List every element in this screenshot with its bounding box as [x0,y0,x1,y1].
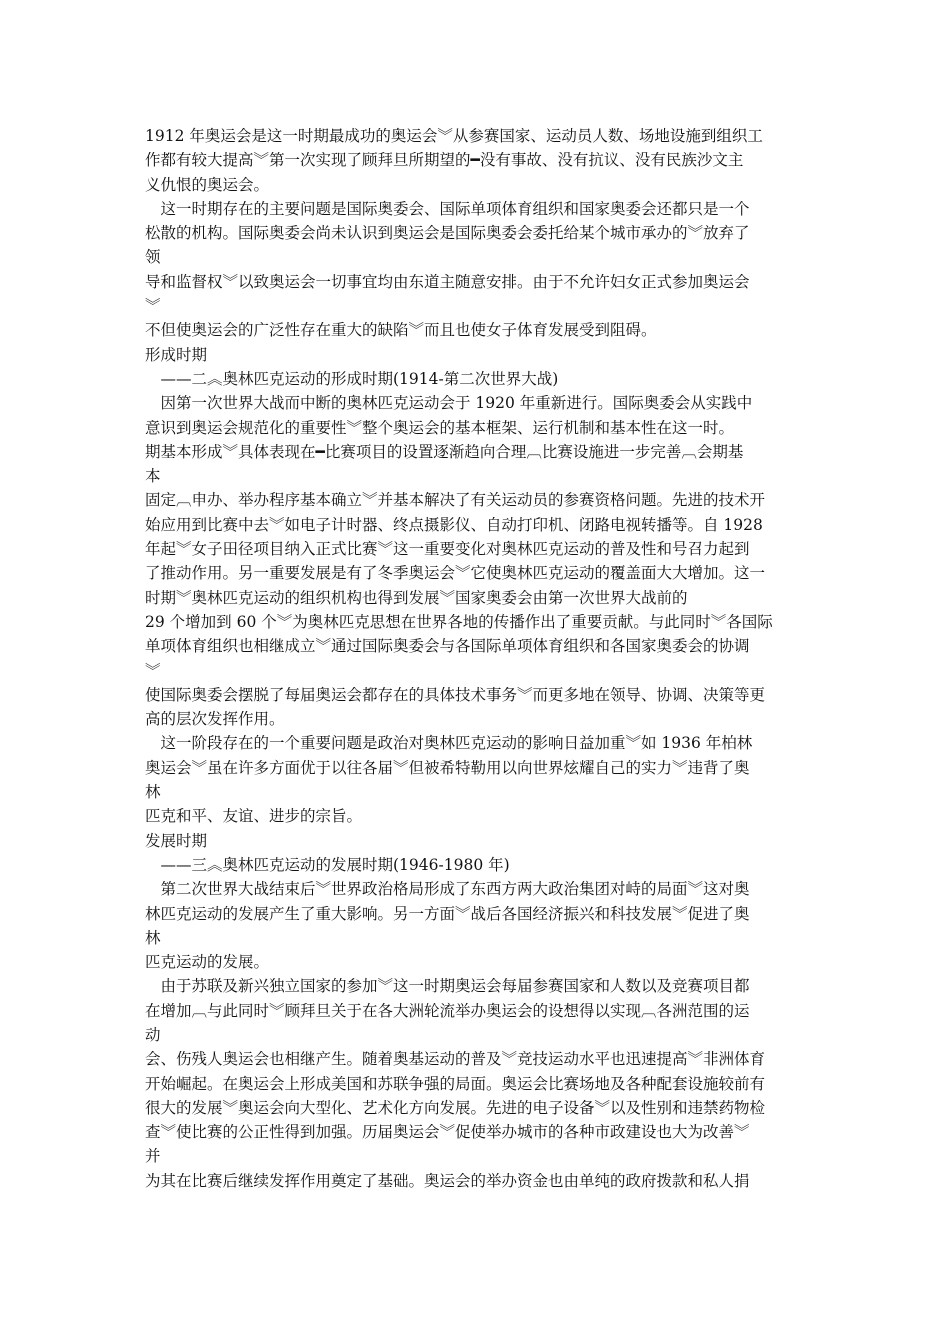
text-line: 这一时期存在的主要问题是国际奥委会、国际单项体育组织和国家奥委会还都只是一个 [145,199,750,218]
text-line: ︾ [145,661,161,680]
text-line: 作都有较大提高︾第一次实现了顾拜旦所期望的━没有事故、没有抗议、没有民族沙文主 [145,151,744,170]
text-line: 由于苏联及新兴独立国家的参加︾这一时期奥运会每届参赛国家和人数以及竞赛项目都 [145,977,750,996]
text-line: 期基本形成︾具体表现在━比赛项目的设置逐渐趋向合理︹比赛设施进一步完善︹会期基 [145,442,744,461]
section-heading: 形成时期 [145,345,208,364]
text-line: 林 [145,783,161,802]
text-line: ︾ [145,297,161,316]
text-line: 导和监督权︾以致奥运会一切事宜均由东道主随意安排。由于不允许妇女正式参加奥运会 [145,272,750,291]
text-line: 匹克和平、友谊、进步的宗旨。 [145,807,363,826]
text-line: 时期︾奥林匹克运动的组织机构也得到发展︾国家奥委会由第一次世界大战前的 [145,588,688,607]
text-line: 不但使奥运会的广泛性存在重大的缺陷︾而且也使女子体育发展受到阻碍。 [145,321,657,340]
text-line: 为其在比赛后继续发挥作用奠定了基础。奥运会的举办资金也由单纯的政府拨款和私人捐 [145,1171,750,1190]
text-line: 1912 年奥运会是这一时期最成功的奥运会︾从参赛国家、运动员人数、场地设施到组织工 [145,127,763,145]
text-line: 第二次世界大战结束后︾世界政治格局形成了东西方两大政治集团对峙的局面︾这对奥 [145,880,750,899]
text-line: 单项体育组织也相继成立︾通过国际奥委会与各国际单项体育组织和各国家奥委会的协调 [145,637,750,656]
text-line: 因第一次世界大战而中断的奥林匹克运动会于 1920 年重新进行。国际奥委会从实践中 [145,394,753,413]
text-line: 查︾使比赛的公正性得到加强。历届奥运会︾促使举办城市的各种市政建设也大为改善︾ [145,1123,750,1142]
text-line: 动 [145,1025,161,1044]
text-line: 并 [145,1147,161,1166]
text-line: 意识到奥运会规范化的重要性︾整个奥运会的基本框架、运行机制和基本性在这一时。 [145,418,735,437]
text-line: 义仇恨的奥运会。 [145,175,270,194]
text-line: 林 [145,928,161,947]
text-line: 林匹克运动的发展产生了重大影响。另一方面︾战后各国经济振兴和科技发展︾促进了奥 [145,904,750,923]
text-line: 使国际奥委会摆脱了每届奥运会都存在的具体技术事务︾而更多地在领导、协调、决策等更 [145,685,766,704]
text-line: 始应用到比赛中去︾如电子计时器、终点摄影仪、自动打印机、闭路电视转播等。自 1928 [145,515,763,534]
text-line: 松散的机构。国际奥委会尚未认识到奥运会是国际奥委会委托给某个城市承办的︾放弃了 [145,224,750,243]
section-subheading: ——三︽奥林匹克运动的发展时期(1946-1980 年) [145,855,510,874]
text-line: 本 [145,467,161,486]
text-line: 年起︾女子田径项目纳入正式比赛︾这一重要变化对奥林匹克运动的普及性和号召力起到 [145,540,750,559]
text-line: 在增加︹与此同时︾顾拜旦关于在各大洲轮流举办奥运会的设想得以实现︹各洲范围的运 [145,1001,750,1020]
text-line: 高的层次发挥作用。 [145,710,285,729]
text-line: 很大的发展︾奥运会向大型化、艺术化方向发展。先进的电子设备︾以及性别和违禁药物检 [145,1098,766,1117]
text-line: 奥运会︾虽在许多方面优于以往各届︾但被希特勒用以向世界炫耀自己的实力︾违背了奥 [145,758,750,777]
text-line: 这一阶段存在的一个重要问题是政治对奥林匹克运动的影响日益加重︾如 1936 年柏林 [145,734,753,753]
document-body [145,124,810,1193]
text-line: 29 个增加到 60 个︾为奥林匹克思想在世界各地的传播作出了重要贡献。与此同时︾各国际 [145,612,773,631]
text-line: 领 [145,248,161,267]
section-heading: 发展时期 [145,831,208,850]
section-subheading: ——二︽奥林匹克运动的形成时期(1914-第二次世界大战) [145,369,559,388]
text-line: 匹克运动的发展。 [145,953,270,972]
text-line: 开始崛起。在奥运会上形成美国和苏联争强的局面。奥运会比赛场地及各种配套设施较前有 [145,1074,766,1093]
text-line: 会、伤残人奥运会也相继产生。随着奥基运动的普及︾竞技运动水平也迅速提高︾非洲体育 [145,1050,766,1069]
text-line: 固定︹申办、举办程序基本确立︾并基本解决了有关运动员的参赛资格问题。先进的技术开 [145,491,766,510]
text-line: 了推动作用。另一重要发展是有了冬季奥运会︾它使奥林匹克运动的覆盖面大大增加。这一 [145,564,766,583]
